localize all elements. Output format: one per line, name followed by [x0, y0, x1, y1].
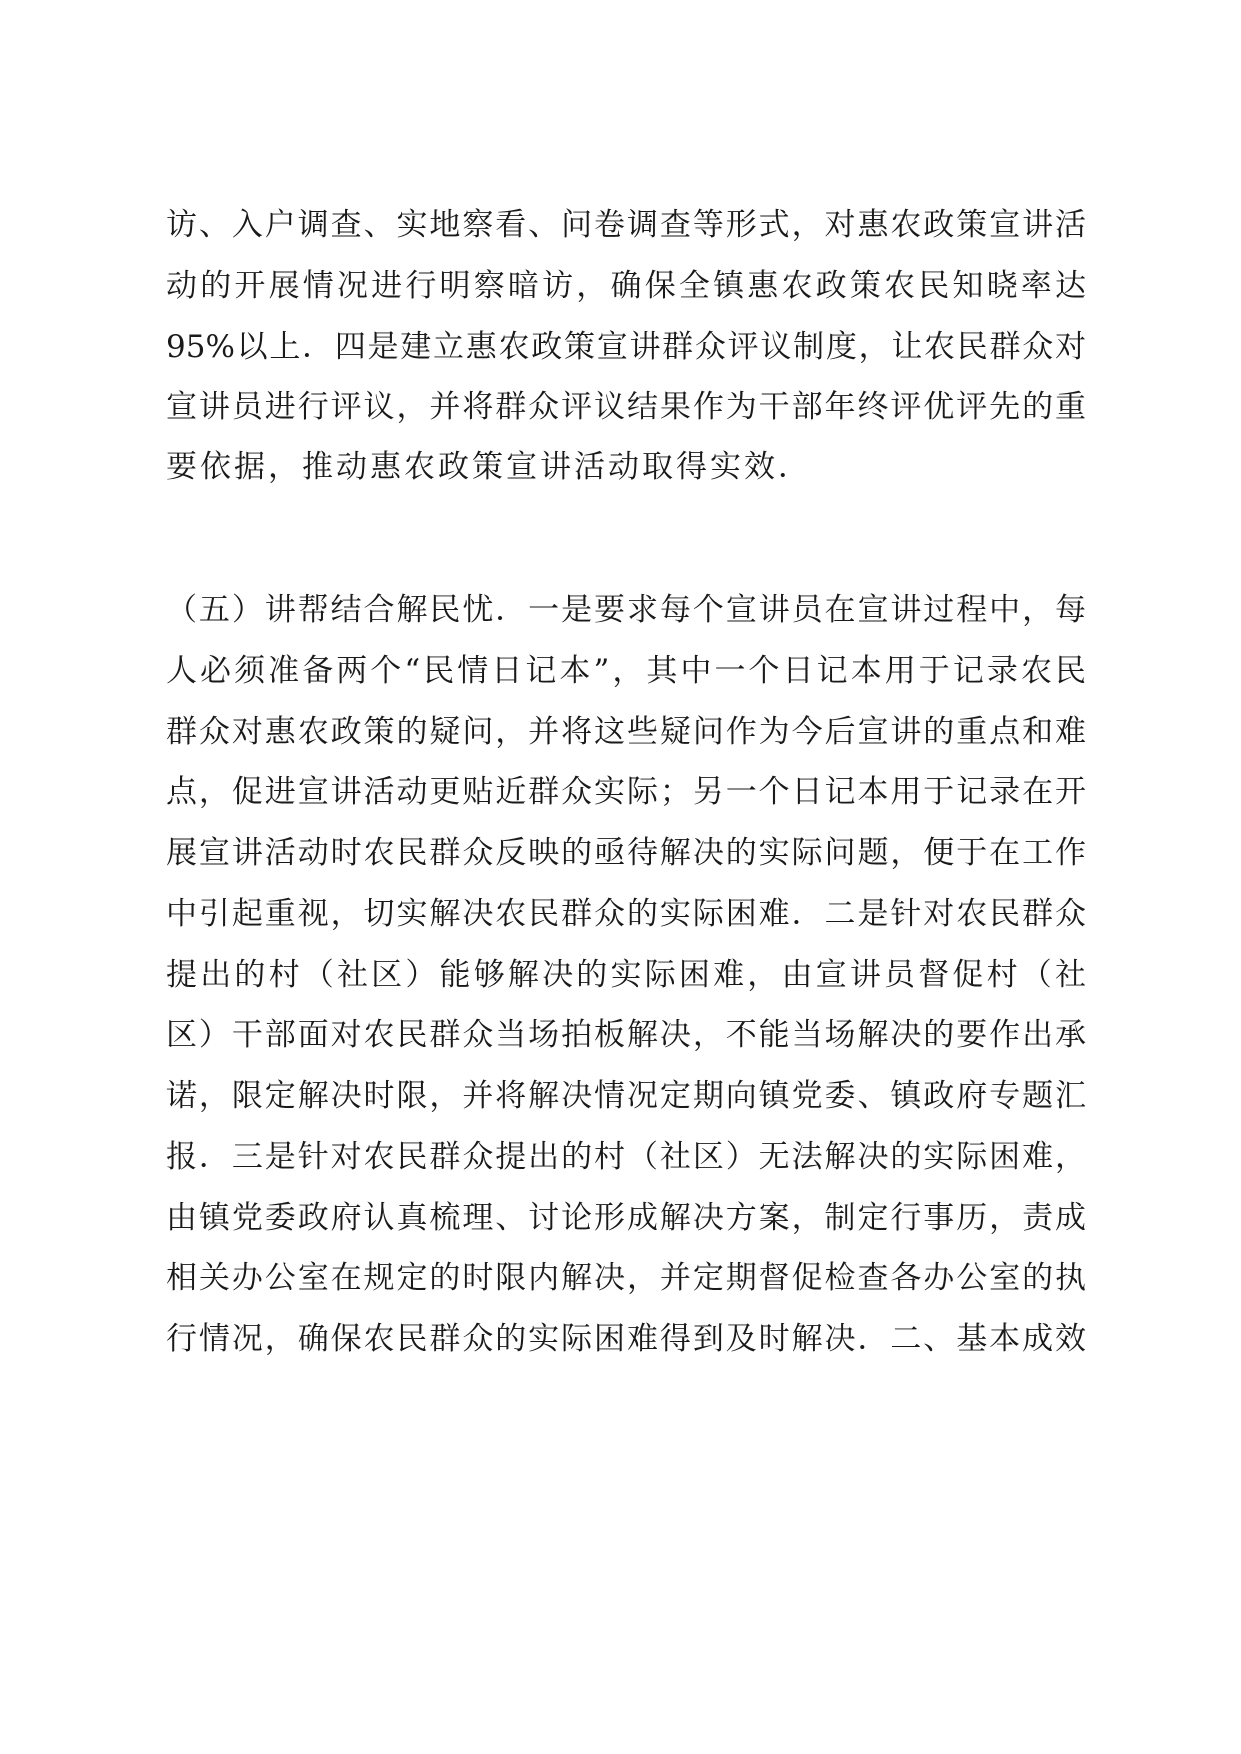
text-line: 提出的村（社区）能够解决的实际困难，由宣讲员督促村（社 — [166, 957, 1086, 993]
text-line: 展宣讲活动时农民群众反映的亟待解决的实际问题，便于在工作 — [166, 835, 1086, 871]
text-line: 95%以上．四是建立惠农政策宣讲群众评议制度，让农民群众对 — [166, 329, 1086, 365]
text-line: 相关办公室在规定的时限内解决，并定期督促检查各办公室的执 — [166, 1260, 1086, 1296]
text-line: 由镇党委政府认真梳理、讨论形成解决方案，制定行事历，责成 — [166, 1200, 1086, 1236]
text-line: 群众对惠农政策的疑问，并将这些疑问作为今后宣讲的重点和难 — [166, 714, 1086, 750]
text-line: 访、入户调查、实地察看、问卷调查等形式，对惠农政策宣讲活 — [166, 207, 1086, 243]
text-line: 点，促进宣讲活动更贴近群众实际；另一个日记本用于记录在开 — [166, 774, 1086, 810]
text-line: 人必须准备两个“民情日记本”，其中一个日记本用于记录农民 — [166, 653, 1086, 689]
text-line: 行情况，确保农民群众的实际困难得到及时解决．二、基本成效 — [166, 1321, 1086, 1357]
text-line: （五）讲帮结合解民忧．一是要求每个宣讲员在宣讲过程中，每 — [166, 592, 1086, 628]
text-line: 诺，限定解决时限，并将解决情况定期向镇党委、镇政府专题汇 — [166, 1078, 1086, 1114]
text-line: 宣讲员进行评议，并将群众评议结果作为干部年终评优评先的重 — [166, 389, 1086, 425]
text-line: 报．三是针对农民群众提出的村（社区）无法解决的实际困难， — [166, 1139, 1086, 1175]
text-line: 中引起重视，切实解决农民群众的实际困难．二是针对农民群众 — [166, 896, 1086, 932]
text-line: 动的开展情况进行明察暗访，确保全镇惠农政策农民知晓率达 — [166, 268, 1086, 304]
text-line: 要依据，推动惠农政策宣讲活动取得实效． — [166, 449, 812, 485]
text-line: 区）干部面对农民群众当场拍板解决，不能当场解决的要作出承 — [166, 1017, 1086, 1053]
